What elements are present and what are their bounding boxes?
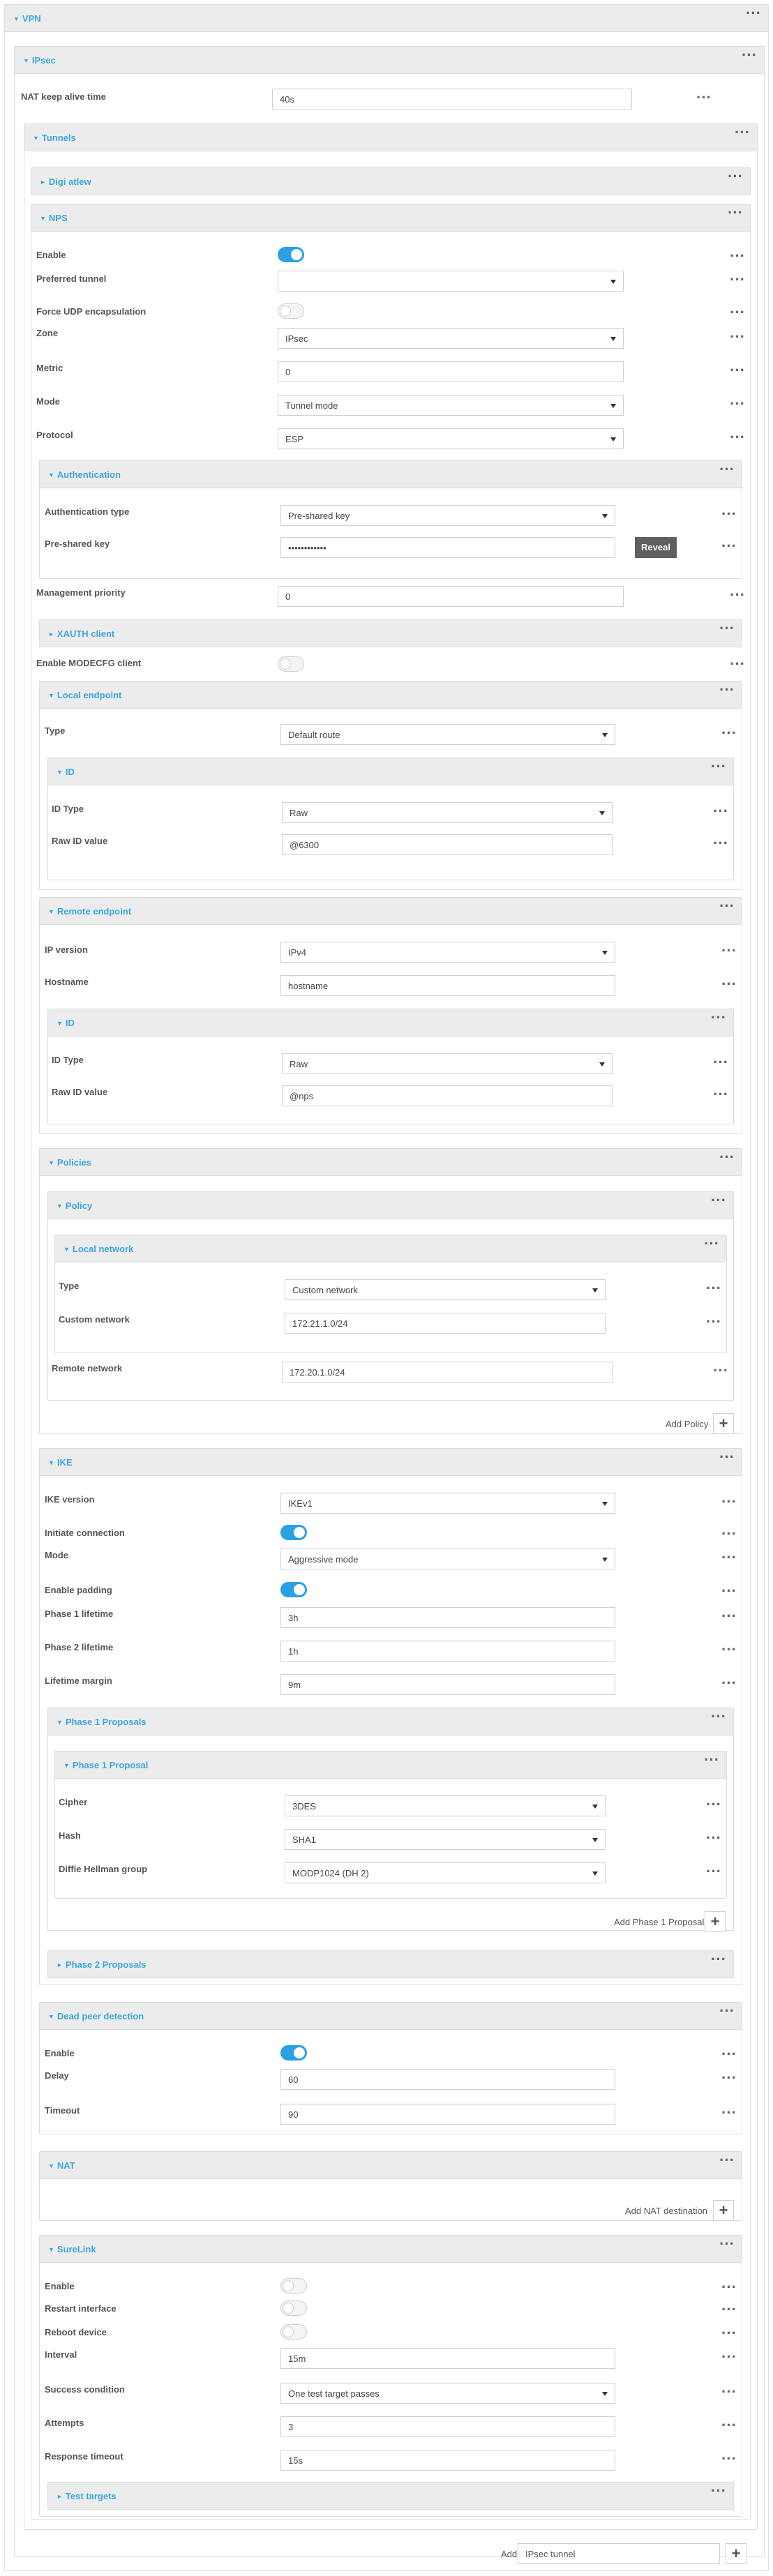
more-options-icon[interactable]: ··· xyxy=(721,2324,737,2342)
hostname-input[interactable]: hostname xyxy=(280,975,615,996)
dh-group-select[interactable]: MODP1024 (DH 2) xyxy=(285,1862,606,1883)
chevron-down-icon xyxy=(602,951,608,955)
chevron-down-icon xyxy=(602,1558,608,1562)
psk-label: Pre-shared key xyxy=(45,538,110,549)
test-targets-title: ► Test targets xyxy=(57,2491,117,2501)
more-options-icon[interactable]: ··· xyxy=(730,247,745,264)
remote-raw-id-input[interactable]: @nps xyxy=(282,1085,613,1106)
interval-input[interactable]: 15m xyxy=(280,2348,615,2369)
remote-id-type-select[interactable]: Raw xyxy=(282,1053,613,1074)
remote-raw-id-label: Raw ID value xyxy=(52,1087,108,1097)
chevron-down-icon xyxy=(610,337,616,341)
more-options-icon[interactable]: ··· xyxy=(719,2235,735,2252)
reveal-button[interactable]: Reveal xyxy=(635,537,677,558)
local-id-type-label: ID Type xyxy=(52,804,84,814)
more-options-icon[interactable]: ··· xyxy=(706,1279,721,1297)
collapse-arrow-icon: ▼ xyxy=(23,57,29,64)
expand-arrow-icon: ► xyxy=(57,1961,63,1968)
add-phase1-proposal-button[interactable] xyxy=(705,1911,726,1932)
more-options-icon[interactable]: ··· xyxy=(711,1009,726,1026)
chevron-down-icon xyxy=(599,811,605,815)
ipsec-title: ▼ IPsec xyxy=(23,55,56,66)
plus-icon: + xyxy=(731,2545,741,2562)
mode-select[interactable]: Tunnel mode xyxy=(278,395,624,416)
ike-title: ▼ IKE xyxy=(48,1457,73,1468)
more-options-icon[interactable]: ··· xyxy=(721,1525,737,1542)
policy-header[interactable] xyxy=(47,1191,734,1219)
collapse-arrow-icon: ▼ xyxy=(57,769,63,776)
add-tunnel-button[interactable] xyxy=(726,2543,746,2564)
chevron-down-icon xyxy=(610,280,616,284)
collapse-arrow-icon: ▼ xyxy=(13,15,20,22)
test-targets-header[interactable] xyxy=(47,2482,734,2510)
more-options-icon[interactable]: ··· xyxy=(721,2104,737,2121)
phase1-proposal-title: ▼ Phase 1 Proposal xyxy=(63,1760,149,1770)
protocol-label: Protocol xyxy=(36,430,73,440)
more-options-icon[interactable]: ··· xyxy=(719,897,735,914)
initiate-connection-toggle[interactable] xyxy=(280,1525,307,1540)
phase1-proposal-header[interactable] xyxy=(54,1751,727,1779)
enable-padding-toggle[interactable] xyxy=(280,1582,307,1597)
ip-version-label: IP version xyxy=(45,944,88,955)
collapse-arrow-icon: ▼ xyxy=(48,2246,54,2253)
more-options-icon[interactable]: ··· xyxy=(719,2002,735,2019)
response-timeout-input[interactable]: 15s xyxy=(280,2450,615,2471)
ipsec-header[interactable] xyxy=(14,46,765,74)
chevron-down-icon xyxy=(592,1288,598,1293)
more-options-icon[interactable]: ··· xyxy=(730,303,745,321)
dpd-delay-input[interactable]: 60 xyxy=(280,2069,615,2090)
zone-select[interactable]: IPsec xyxy=(278,328,624,349)
more-options-icon[interactable]: ··· xyxy=(721,2300,737,2318)
dpd-enable-label: Enable xyxy=(45,2048,75,2058)
more-options-icon[interactable]: ··· xyxy=(721,942,737,959)
authentication-title: ▼ Authentication xyxy=(48,469,121,480)
more-options-icon[interactable]: ··· xyxy=(721,2450,737,2467)
ip-version-select[interactable]: IPv4 xyxy=(280,942,615,963)
mgmt-priority-label: Management priority xyxy=(36,587,126,598)
cipher-label: Cipher xyxy=(59,1797,88,1807)
more-options-icon[interactable]: ··· xyxy=(706,1862,721,1880)
restart-interface-toggle[interactable] xyxy=(280,2300,307,2316)
attempts-input[interactable]: 3 xyxy=(280,2416,615,2437)
more-options-icon[interactable]: ··· xyxy=(719,2151,735,2169)
more-options-icon[interactable]: ··· xyxy=(721,1641,737,1658)
remote-endpoint-title: ▼ Remote endpoint xyxy=(48,906,132,917)
more-options-icon[interactable]: ··· xyxy=(706,1795,721,1813)
local-id-header[interactable] xyxy=(47,758,734,785)
hash-label: Hash xyxy=(59,1830,81,1841)
policy-title: ▼ Policy xyxy=(57,1200,93,1211)
hash-select[interactable]: SHA1 xyxy=(285,1829,606,1850)
phase2-proposals-title: ► Phase 2 Proposals xyxy=(57,1959,147,1970)
more-options-icon[interactable]: ··· xyxy=(704,1751,719,1768)
dpd-enable-toggle[interactable] xyxy=(280,2045,307,2061)
protocol-select[interactable]: ESP xyxy=(278,428,624,449)
local-raw-id-input[interactable]: @6300 xyxy=(282,834,613,855)
plus-icon: + xyxy=(719,1415,728,1432)
modecfg-label: Enable MODECFG client xyxy=(36,658,142,668)
more-options-icon[interactable]: ··· xyxy=(713,1085,728,1103)
more-options-icon[interactable]: ··· xyxy=(721,505,737,522)
remote-id-title: ▼ ID xyxy=(57,1018,75,1028)
more-options-icon[interactable]: ··· xyxy=(721,2045,737,2063)
more-options-icon[interactable]: ··· xyxy=(711,1708,726,1725)
phase1-lifetime-input[interactable]: 3h xyxy=(280,1607,615,1628)
collapse-arrow-icon: ▼ xyxy=(48,908,54,915)
more-options-icon[interactable]: ··· xyxy=(721,2348,737,2365)
remote-network-label: Remote network xyxy=(52,1363,123,1373)
collapse-arrow-icon: ▼ xyxy=(57,1020,63,1027)
collapse-arrow-icon: ▼ xyxy=(48,2013,54,2020)
chevron-down-icon xyxy=(592,1805,598,1809)
enable-padding-label: Enable padding xyxy=(45,1585,112,1595)
more-options-icon[interactable]: ··· xyxy=(721,2416,737,2434)
nat-header[interactable] xyxy=(39,2151,742,2179)
collapse-arrow-icon: ▼ xyxy=(48,1459,54,1466)
surelink-panel xyxy=(39,2235,742,2517)
more-options-icon[interactable]: ··· xyxy=(711,1950,726,1968)
dpd-timeout-label: Timeout xyxy=(45,2105,80,2116)
preferred-tunnel-select[interactable] xyxy=(278,271,624,292)
tunnels-title: ▼ Tunnels xyxy=(33,133,76,143)
psk-input[interactable]: •••••••••••• xyxy=(280,537,615,558)
nps-enable-label: Enable xyxy=(36,250,66,260)
expand-arrow-icon: ► xyxy=(40,179,46,186)
local-type-label: Type xyxy=(45,725,66,736)
more-options-icon[interactable]: ··· xyxy=(730,428,745,446)
more-options-icon[interactable]: ··· xyxy=(711,2482,726,2499)
more-options-icon[interactable]: ··· xyxy=(711,1191,726,1209)
xauth-title: ► XAUTH client xyxy=(48,628,115,639)
metric-label: Metric xyxy=(36,363,63,373)
more-options-icon[interactable]: ··· xyxy=(711,758,726,775)
preferred-tunnel-label: Preferred tunnel xyxy=(36,273,107,284)
dpd-timeout-input[interactable]: 90 xyxy=(280,2104,615,2125)
digi-atlew-title: ► Digi atlew xyxy=(40,176,91,187)
more-options-icon[interactable]: ··· xyxy=(730,655,745,672)
surelink-header[interactable] xyxy=(39,2235,742,2263)
xauth-client-header[interactable] xyxy=(39,619,742,647)
tunnels-header[interactable] xyxy=(24,123,758,151)
collapse-arrow-icon: ▼ xyxy=(57,1719,63,1726)
more-options-icon[interactable]: ··· xyxy=(730,395,745,412)
more-options-icon[interactable]: ··· xyxy=(730,271,745,288)
more-options-icon[interactable]: ··· xyxy=(721,1582,737,1599)
custom-network-label: Custom network xyxy=(59,1314,130,1325)
collapse-arrow-icon: ▼ xyxy=(40,215,46,222)
more-options-icon[interactable]: ··· xyxy=(721,537,737,555)
add-policy-label: Add Policy xyxy=(666,1419,709,1429)
force-udp-label: Force UDP encapsulation xyxy=(36,306,147,317)
more-options-icon[interactable]: ··· xyxy=(721,2278,737,2296)
remote-id-header[interactable] xyxy=(47,1009,734,1037)
local-id-title: ▼ ID xyxy=(57,767,75,777)
chevron-down-icon xyxy=(592,1838,598,1842)
nps-enable-toggle[interactable] xyxy=(278,247,304,262)
more-options-icon[interactable]: ··· xyxy=(713,834,728,852)
ike-version-select[interactable]: IKEv1 xyxy=(280,1493,615,1514)
dpd-header[interactable] xyxy=(39,2002,742,2030)
collapse-arrow-icon: ▼ xyxy=(63,1246,70,1253)
phase1-proposals-title: ▼ Phase 1 Proposals xyxy=(57,1717,147,1727)
ike-mode-label: Mode xyxy=(45,1550,68,1560)
ike-version-label: IKE version xyxy=(45,1494,95,1505)
more-options-icon[interactable]: ··· xyxy=(704,1235,719,1252)
dpd-delay-label: Delay xyxy=(45,2070,69,2081)
chevron-down-icon xyxy=(602,514,608,518)
mode-label: Mode xyxy=(36,396,60,407)
collapse-arrow-icon: ▼ xyxy=(48,2162,54,2169)
plus-icon: + xyxy=(710,1913,720,1930)
add-nat-destination-button[interactable] xyxy=(713,2200,734,2221)
surelink-enable-label: Enable xyxy=(45,2281,75,2291)
ike-header[interactable] xyxy=(39,1448,742,1476)
phase2-proposals-header[interactable] xyxy=(47,1950,734,1978)
initiate-connection-label: Initiate connection xyxy=(45,1528,125,1538)
local-raw-id-label: Raw ID value xyxy=(52,836,108,846)
surelink-title: ▼ SureLink xyxy=(48,2244,96,2254)
chevron-down-icon xyxy=(599,1062,605,1067)
more-options-icon[interactable]: ··· xyxy=(721,1549,737,1566)
chevron-down-icon xyxy=(602,733,608,737)
more-options-icon[interactable]: ··· xyxy=(721,975,737,993)
remote-id-type-label: ID Type xyxy=(52,1055,84,1065)
phase2-lifetime-label: Phase 2 lifetime xyxy=(45,1642,114,1652)
lifetime-margin-label: Lifetime margin xyxy=(45,1675,112,1686)
attempts-label: Attempts xyxy=(45,2418,84,2428)
plus-icon: + xyxy=(719,2201,728,2219)
nat-title: ▼ NAT xyxy=(48,2160,75,2171)
policy-type-label: Type xyxy=(59,1281,80,1291)
auth-type-select[interactable]: Pre-shared key xyxy=(280,505,615,526)
more-options-icon[interactable]: ··· xyxy=(721,1607,737,1625)
chevron-down-icon xyxy=(602,2392,608,2396)
more-options-icon[interactable]: ··· xyxy=(735,123,750,141)
cipher-select[interactable]: 3DES xyxy=(285,1795,606,1816)
more-options-icon[interactable]: ··· xyxy=(719,1448,735,1466)
nps-title: ▼ NPS xyxy=(40,213,68,223)
dpd-title: ▼ Dead peer detection xyxy=(48,2011,144,2021)
ike-mode-select[interactable]: Aggressive mode xyxy=(280,1549,615,1569)
more-options-icon[interactable]: ··· xyxy=(730,328,745,345)
tunnel-nps-header[interactable] xyxy=(31,204,751,232)
chevron-down-icon xyxy=(610,404,616,408)
more-options-icon[interactable]: ··· xyxy=(746,4,761,22)
phase1-lifetime-label: Phase 1 lifetime xyxy=(45,1609,114,1619)
add-tunnel-label: Add xyxy=(501,2549,518,2559)
local-id-type-select[interactable]: Raw xyxy=(282,802,613,823)
collapse-arrow-icon: ▼ xyxy=(57,1203,63,1210)
zone-label: Zone xyxy=(36,328,59,338)
more-options-icon[interactable]: ··· xyxy=(696,89,712,106)
vpn-title: ▼ VPN xyxy=(13,13,41,24)
force-udp-toggle[interactable] xyxy=(278,303,304,319)
vpn-header[interactable] xyxy=(4,4,769,32)
phase2-lifetime-input[interactable]: 1h xyxy=(280,1641,615,1662)
more-options-icon[interactable]: ··· xyxy=(721,1493,737,1510)
authentication-header[interactable] xyxy=(39,460,742,488)
local-network-title: ▼ Local network xyxy=(63,1244,134,1254)
modecfg-toggle[interactable] xyxy=(278,656,304,672)
more-options-icon[interactable]: ··· xyxy=(713,1362,728,1379)
more-options-icon[interactable]: ··· xyxy=(719,460,735,478)
phase1-proposals-header[interactable] xyxy=(47,1708,734,1735)
more-options-icon[interactable]: ··· xyxy=(728,204,743,221)
add-phase1-proposal-label: Add Phase 1 Proposal xyxy=(614,1917,705,1927)
hostname-label: Hostname xyxy=(45,977,89,987)
dh-group-label: Diffie Hellman group xyxy=(59,1864,148,1874)
remote-endpoint-header[interactable] xyxy=(39,897,742,925)
local-network-header[interactable] xyxy=(54,1235,727,1263)
more-options-icon[interactable]: ··· xyxy=(730,361,745,379)
local-type-select[interactable]: Default route xyxy=(280,724,615,745)
more-options-icon[interactable]: ··· xyxy=(721,2069,737,2086)
reboot-device-label: Reboot device xyxy=(45,2327,107,2337)
more-options-icon[interactable]: ··· xyxy=(721,724,737,741)
lifetime-margin-input[interactable]: 9m xyxy=(280,1674,615,1695)
chevron-down-icon xyxy=(592,1871,598,1876)
more-options-icon[interactable]: ··· xyxy=(728,167,743,185)
surelink-enable-toggle[interactable] xyxy=(280,2278,307,2293)
more-options-icon[interactable]: ··· xyxy=(706,1829,721,1846)
custom-network-input[interactable]: 172.21.1.0/24 xyxy=(285,1313,606,1334)
nat-keepalive-label: NAT keep alive time xyxy=(21,91,106,102)
more-options-icon[interactable]: ··· xyxy=(713,1053,728,1071)
add-nat-destination-label: Add NAT destination xyxy=(625,2206,708,2216)
nat-keepalive-input[interactable]: 40s xyxy=(272,89,632,110)
metric-input[interactable]: 0 xyxy=(278,361,624,382)
mgmt-priority-input[interactable]: 0 xyxy=(278,586,624,607)
new-tunnel-name-input[interactable]: IPsec tunnel xyxy=(518,2543,720,2564)
more-options-icon[interactable]: ··· xyxy=(713,802,728,820)
auth-type-label: Authentication type xyxy=(45,506,130,517)
success-condition-select[interactable]: One test target passes xyxy=(280,2383,615,2404)
chevron-down-icon xyxy=(610,437,616,442)
collapse-arrow-icon: ▼ xyxy=(48,1159,54,1166)
chevron-down-icon xyxy=(602,1502,608,1506)
reboot-device-toggle[interactable] xyxy=(280,2324,307,2340)
more-options-icon[interactable]: ··· xyxy=(742,46,757,63)
policies-title: ▼ Policies xyxy=(48,1157,92,1168)
collapse-arrow-icon: ▼ xyxy=(48,692,54,699)
more-options-icon[interactable]: ··· xyxy=(721,2383,737,2400)
response-timeout-label: Response timeout xyxy=(45,2451,123,2462)
collapse-arrow-icon: ▼ xyxy=(33,135,39,142)
more-options-icon[interactable]: ··· xyxy=(706,1313,721,1330)
add-policy-button[interactable] xyxy=(713,1413,734,1434)
collapse-arrow-icon: ▼ xyxy=(48,472,54,479)
local-endpoint-title: ▼ Local endpoint xyxy=(48,690,122,700)
more-options-icon[interactable]: ··· xyxy=(721,1674,737,1692)
tunnel-digi-atlew-header[interactable] xyxy=(31,167,751,195)
policies-header[interactable] xyxy=(39,1148,742,1176)
more-options-icon[interactable]: ··· xyxy=(719,619,735,637)
local-endpoint-header[interactable] xyxy=(39,681,742,709)
more-options-icon[interactable]: ··· xyxy=(719,1148,735,1166)
remote-network-input[interactable]: 172.20.1.0/24 xyxy=(282,1362,613,1383)
restart-interface-label: Restart interface xyxy=(45,2303,117,2314)
more-options-icon[interactable]: ··· xyxy=(719,681,735,698)
interval-label: Interval xyxy=(45,2349,77,2360)
collapse-arrow-icon: ▼ xyxy=(63,1762,70,1769)
expand-arrow-icon: ► xyxy=(57,2493,63,2500)
expand-arrow-icon: ► xyxy=(48,631,54,638)
more-options-icon[interactable]: ··· xyxy=(730,586,745,603)
success-condition-label: Success condition xyxy=(45,2384,125,2395)
policy-type-select[interactable]: Custom network xyxy=(285,1279,606,1300)
